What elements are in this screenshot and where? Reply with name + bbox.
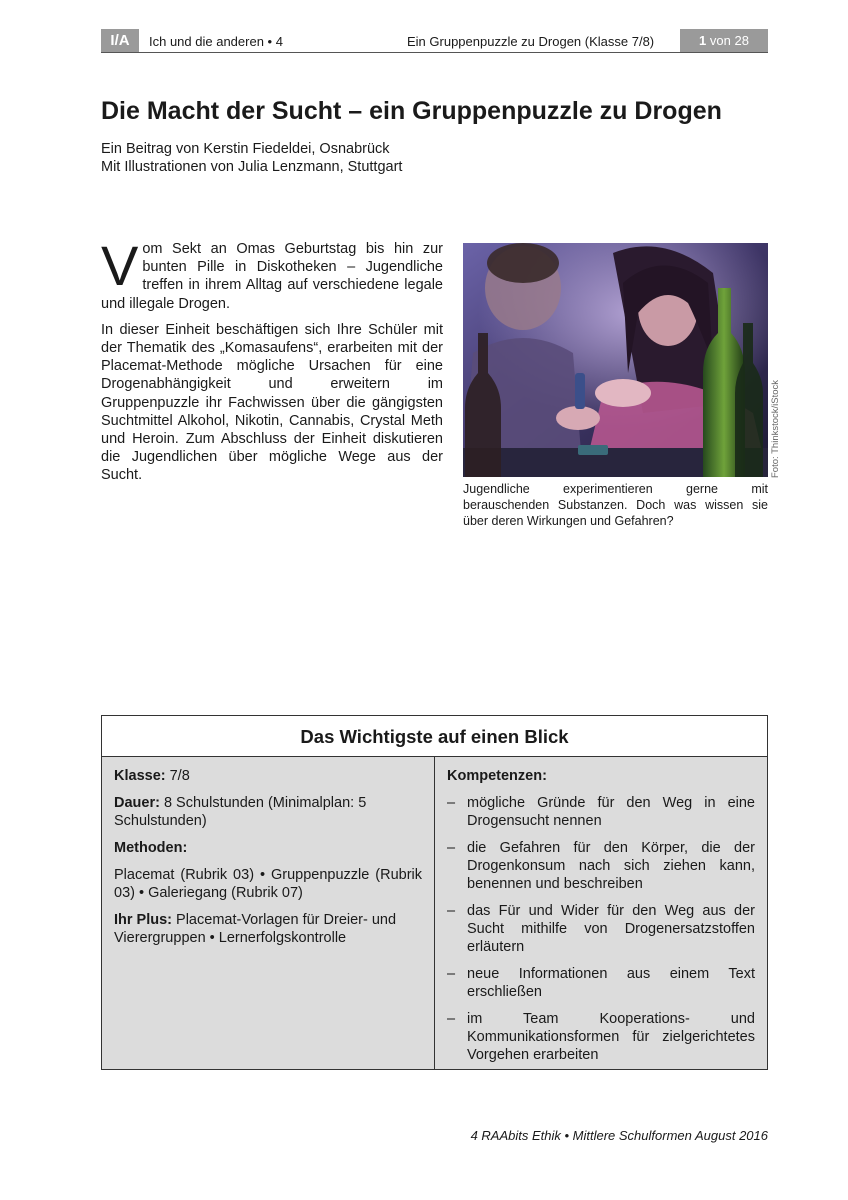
- unit-label: Ein Gruppenpuzzle zu Drogen (Klasse 7/8): [407, 34, 655, 49]
- list-item: – die Gefahren für den Körper, die der Drogenkonsum nach sich ziehen kann, benennen und beschreiben: [447, 840, 755, 892]
- overview-title: Das Wichtigste auf einen Blick: [102, 716, 767, 757]
- dauer-label: Dauer:: [114, 795, 160, 811]
- intro-paragraph-2: In dieser Einheit beschäftigen sich Ihre Schüler mit der Thematik des „Komasaufens“, erarbeiten mit der Placemat-Methode mögliche Ursachen für eine Drogenabhängigkeit und erweitern im Gruppenpuzzle ihr Fachwissen über die gängigsten Suchtmittel Alkohol, Nikotin, Cannabis, Crystal Meth und Heroin. Zum Abschluss der Einheit diskutieren die Jugendlichen über mögliche Wege aus der Sucht.: [101, 321, 443, 484]
- kompetenzen-label: Kompetenzen:: [447, 768, 547, 784]
- dauer-row: [114, 794, 422, 830]
- kompetenzen-list: [447, 794, 755, 1064]
- overview-left-column: [102, 757, 435, 1069]
- illustrator-line: Mit Illustrationen von Julia Lenzmann, Stuttgart: [101, 159, 403, 175]
- intro-paragraph-1: [101, 234, 443, 313]
- page-number: 1: [699, 33, 707, 48]
- party-photo: [463, 243, 768, 477]
- list-item: – das Für und Wider für den Weg aus der Sucht mithilfe von Drogenersatzstoffen erläutern: [447, 903, 755, 955]
- klasse-value: 7/8: [165, 768, 190, 784]
- intro-text: [101, 234, 443, 493]
- section-badge: I/A: [101, 29, 139, 52]
- photo-caption: Jugendliche experimentieren gerne mit berauschenden Substanzen. Doch was wissen sie über deren Wirkungen und Gefahren?: [463, 482, 768, 528]
- overview-body: [102, 757, 767, 1069]
- methoden-value: Placemat (Rubrik 03) • Gruppenpuzzle (Rubrik 03) • Galeriegang (Rubrik 07): [114, 867, 422, 901]
- page-total: von 28: [709, 33, 749, 48]
- intro-paragraph-1-text: om Sekt an Omas Geburtstag bis hin zur bunten Pille in Diskotheken – Jugendliche treffen in ihrem Alltag auf verschiedene legale und illegale Drogen.: [101, 241, 443, 312]
- klasse-row: [114, 767, 422, 785]
- list-item: – mögliche Gründe für den Weg in eine Drogensucht nennen: [447, 795, 755, 829]
- plus-row: [114, 911, 422, 947]
- overview-right-column: [435, 757, 767, 1069]
- plus-label: Ihr Plus:: [114, 912, 173, 928]
- list-item: – im Team Kooperations- und Kommunikationsformen für zielgerichtetes Vorgehen erarbeiten: [447, 1011, 755, 1063]
- series-label: Ich und die anderen • 4: [149, 34, 283, 49]
- list-item: – neue Informationen aus einem Text erschließen: [447, 966, 755, 1000]
- page-indicator: [680, 29, 768, 52]
- header-divider: [101, 52, 768, 53]
- methoden-label: Methoden:: [114, 840, 188, 856]
- dauer-value: 8 Schulstunden (Minimalplan: 5 Schulstunden): [114, 795, 367, 829]
- author-line: Ein Beitrag von Kerstin Fiedeldei, Osnabrück: [101, 141, 390, 157]
- page-title: Die Macht der Sucht – ein Gruppenpuzzle zu Drogen: [101, 97, 722, 125]
- klasse-label: Klasse:: [114, 768, 166, 784]
- photo-credit: Foto: Thinkstock/iStock: [770, 379, 781, 478]
- page-footer: 4 RAAbits Ethik • Mittlere Schulformen August 2016: [470, 1128, 768, 1143]
- byline: [101, 140, 402, 176]
- drop-cap: V: [101, 234, 139, 297]
- party-photo-illustration: [463, 243, 768, 477]
- page-header: [101, 29, 768, 52]
- plus-value: Placemat-Vorlagen für Dreier- und Vierergruppen • Lernerfolgskontrolle: [114, 912, 397, 946]
- overview-box: [101, 715, 768, 1070]
